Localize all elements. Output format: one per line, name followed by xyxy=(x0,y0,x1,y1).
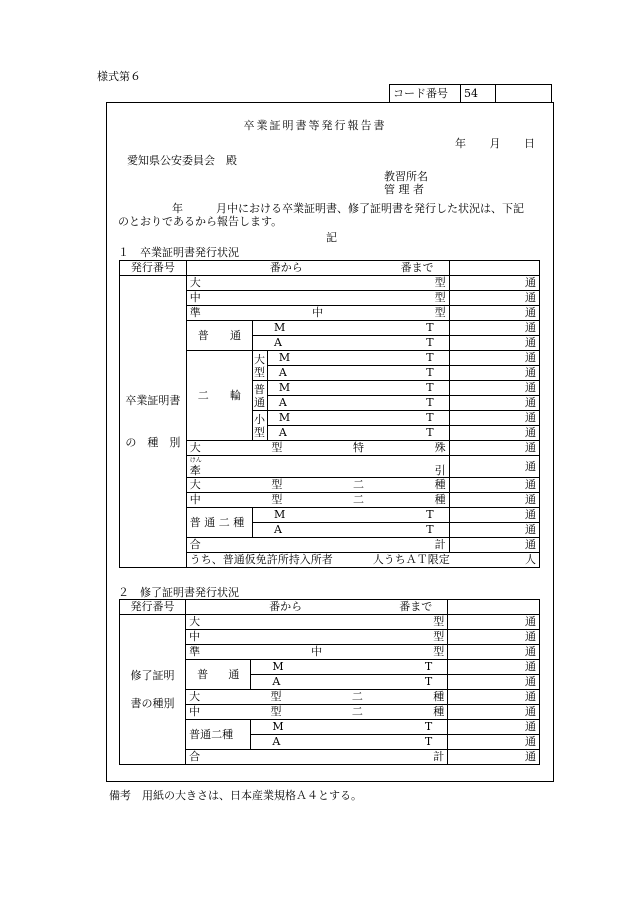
table-row: 中 型 通 xyxy=(120,630,540,645)
table-row: うち、普通仮免許所持入所者 人うちＡＴ限定 人 xyxy=(120,553,540,568)
completion-type-label: 修了証明 書の種別 xyxy=(120,615,186,765)
issue-number-header: 発行番号 xyxy=(120,261,187,276)
table-row: A T 通 xyxy=(120,396,540,411)
table-row: 卒業証明書 の 種 別 大 型 通 xyxy=(120,276,540,291)
section1-heading: １ 卒業証明書発行状況 xyxy=(118,246,239,259)
document-title: 卒業証明書等発行報告書 xyxy=(243,119,387,132)
table-row: A T 通 xyxy=(120,336,540,351)
addressee: 愛知県公安委員会 殿 xyxy=(127,154,237,167)
table-row: 小型 M T 通 xyxy=(120,411,540,426)
table-row: 準 中 型 通 xyxy=(120,645,540,660)
table-row: A T 通 xyxy=(120,366,540,381)
table-row: 普 通 二 種 M T 通 xyxy=(120,508,540,523)
table-row: A T 通 xyxy=(120,735,540,750)
table-row: A T 通 xyxy=(120,675,540,690)
table-row: 中 型 二 種 通 xyxy=(120,705,540,720)
body-line-1: 年 月中における卒業証明書、修了証明書を発行した状況は、下記 xyxy=(172,202,524,215)
body-line-2: のとおりであるから報告します。 xyxy=(118,215,283,228)
table-row: 大 型 二 種 通 xyxy=(120,690,540,705)
table-row: 大 型 二 種 通 xyxy=(120,478,540,493)
table-row: A T 通 xyxy=(120,523,540,538)
table-row: 普 通 M T 通 xyxy=(120,321,540,336)
table-row: 発行番号 番から 番まで xyxy=(120,600,540,615)
form-number: 様式第６ xyxy=(97,70,141,83)
ki-heading: 記 xyxy=(326,231,337,244)
table-row: 普 通 M T 通 xyxy=(120,660,540,675)
table-row: 普通 M T 通 xyxy=(120,381,540,396)
section1-table xyxy=(119,260,540,568)
table-row: 中 型 通 xyxy=(120,291,540,306)
table-row: 大 型 特 殊 通 xyxy=(120,441,540,456)
table-row: 合 計 通 xyxy=(120,538,540,553)
remarks-note: 備考 用紙の大きさは、日本産業規格Ａ４とする。 xyxy=(109,789,362,802)
table-row: 発行番号 番から 番まで xyxy=(120,261,540,276)
certificate-type-label: 卒業証明書 の 種 別 xyxy=(120,276,187,568)
section2-table xyxy=(119,599,540,765)
code-value: 54 xyxy=(461,85,496,103)
table-row: 二 輪 大型 M T 通 xyxy=(120,351,540,366)
school-name-label: 教習所名 xyxy=(384,170,428,183)
section2-heading: ２ 修了証明書発行状況 xyxy=(118,586,239,599)
date-line: 年 月 日 xyxy=(455,137,535,150)
table-row: A T 通 xyxy=(120,426,540,441)
code-box xyxy=(389,84,552,103)
table-row: 合 計 通 xyxy=(120,750,540,765)
table-row: 修了証明 書の種別 大 型 通 xyxy=(120,615,540,630)
manager-label: 管 理 者 xyxy=(384,183,424,196)
table-row: 普通二種 M T 通 xyxy=(120,720,540,735)
table-row: 中 型 二 種 通 xyxy=(120,493,540,508)
table-row: けん 牽 引 通 xyxy=(120,456,540,478)
table-row: 準 中 型 通 xyxy=(120,306,540,321)
code-label: コード番号 xyxy=(390,85,461,103)
code-blank xyxy=(496,85,552,103)
